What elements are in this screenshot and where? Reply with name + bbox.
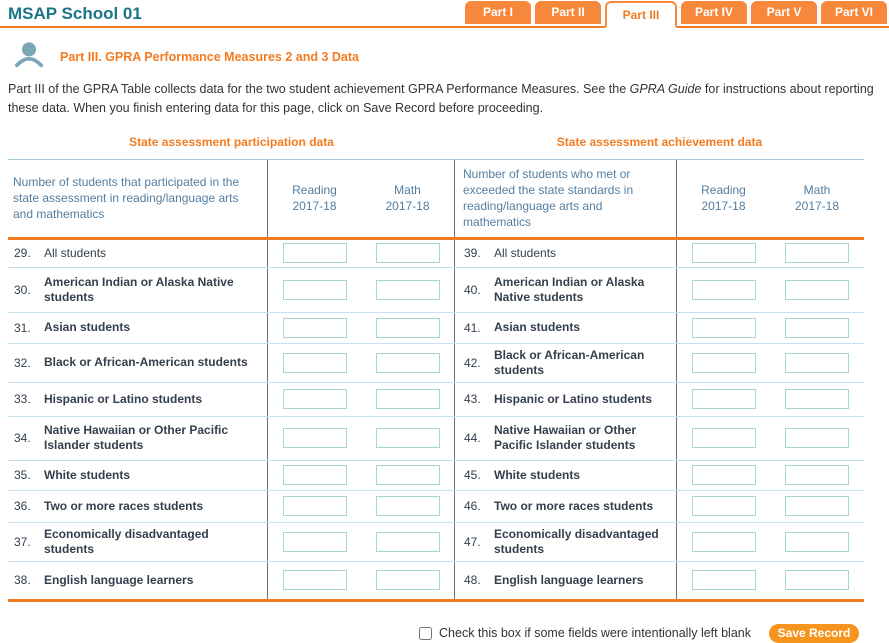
row-number: 35. — [14, 468, 31, 482]
input-38-reading[interactable] — [283, 570, 347, 590]
table-row — [8, 383, 864, 417]
row-number: 36. — [14, 499, 31, 513]
input-47-reading[interactable] — [692, 532, 756, 552]
part-heading — [14, 40, 889, 74]
input-48-math[interactable] — [785, 570, 849, 590]
row-label: Hispanic or Latino students — [44, 391, 203, 406]
blank-fields-checkbox-row — [419, 626, 751, 640]
input-29-reading[interactable] — [283, 243, 347, 263]
input-42-reading[interactable] — [692, 353, 756, 373]
row-label: American Indian or Alaska Native students — [494, 274, 645, 304]
row-number: 41. — [464, 320, 481, 335]
table-row — [8, 461, 864, 491]
input-33-reading[interactable] — [283, 389, 347, 409]
input-36-math[interactable] — [376, 496, 440, 516]
input-47-math[interactable] — [785, 532, 849, 552]
input-30-reading[interactable] — [283, 280, 347, 300]
row-number: 47. — [464, 534, 481, 549]
save-record-button[interactable]: Save Record — [769, 624, 859, 643]
page-title: MSAP School 01 — [8, 4, 142, 23]
person-icon — [14, 40, 44, 75]
table-row — [8, 344, 864, 383]
row-label: Two or more races students — [44, 498, 204, 513]
input-31-reading[interactable] — [283, 318, 347, 338]
input-39-reading[interactable] — [692, 243, 756, 263]
intro-paragraph — [8, 80, 881, 119]
input-35-reading[interactable] — [283, 465, 347, 485]
achievement-description: Number of students who met or exceeded the state standards in reading/language arts and mathematics — [455, 160, 677, 237]
achievement-section-title: State assessment achievement data — [556, 134, 763, 149]
row-number: 37. — [14, 534, 31, 549]
tab-part-3[interactable]: Part III — [605, 1, 677, 28]
row-number: 40. — [464, 282, 481, 297]
row-label: Black or African-American students — [494, 347, 645, 377]
input-29-math[interactable] — [376, 243, 440, 263]
input-43-math[interactable] — [785, 389, 849, 409]
input-41-reading[interactable] — [692, 318, 756, 338]
tab-part-5[interactable]: Part V — [751, 1, 817, 24]
row-label: Black or African-American students — [44, 355, 248, 369]
row-label: All students — [44, 245, 107, 260]
input-37-reading[interactable] — [283, 532, 347, 552]
row-number: 43. — [464, 392, 481, 406]
input-30-math[interactable] — [376, 280, 440, 300]
row-label: White students — [44, 467, 130, 482]
row-label: English language learners — [44, 572, 194, 587]
blank-fields-checkbox-label: Check this box if some fields were intentionally left blank — [439, 626, 751, 640]
tab-part-2[interactable]: Part II — [535, 1, 601, 24]
intro-text-after: for instructions about reporting these data. When you finish entering data for this page, click on Save Record before proceeding. — [8, 82, 874, 116]
participation-description: Number of students that participated in the state assessment in reading/language arts and mathematics — [8, 160, 268, 237]
table-row — [8, 268, 864, 313]
row-number: 32. — [14, 355, 31, 370]
tab-part-4[interactable]: Part IV — [681, 1, 747, 24]
part-heading-text: Part III. GPRA Performance Measures 2 and 3 Data — [60, 50, 359, 64]
row-number: 45. — [464, 468, 481, 482]
participation-reading-header: Reading 2017-18 — [292, 182, 337, 214]
row-number: 30. — [14, 282, 31, 297]
intro-text-before: Part III of the GPRA Table collects data for the two student achievement GPRA Performance Measures. See the — [8, 82, 630, 96]
input-40-math[interactable] — [785, 280, 849, 300]
row-number: 46. — [464, 499, 481, 513]
footer-actions — [0, 624, 859, 643]
input-32-reading[interactable] — [283, 353, 347, 373]
row-label: White students — [494, 467, 580, 482]
row-label: Asian students — [44, 320, 131, 334]
input-44-math[interactable] — [785, 428, 849, 448]
input-45-math[interactable] — [785, 465, 849, 485]
row-label: Hispanic or Latino students — [494, 391, 653, 406]
gpra-data-table — [8, 159, 864, 602]
input-34-reading[interactable] — [283, 428, 347, 448]
table-row — [8, 562, 864, 599]
section-titles — [8, 133, 864, 151]
tab-part-1[interactable]: Part I — [465, 1, 531, 24]
row-number: 42. — [464, 355, 481, 370]
blank-fields-checkbox[interactable] — [419, 627, 432, 640]
top-bar — [0, 0, 889, 28]
input-42-math[interactable] — [785, 353, 849, 373]
table-row — [8, 523, 864, 562]
input-32-math[interactable] — [376, 353, 440, 373]
input-40-reading[interactable] — [692, 280, 756, 300]
row-label: Native Hawaiian or Other Pacific Islander students — [494, 423, 637, 452]
row-number: 31. — [14, 320, 31, 335]
participation-math-header: Math 2017-18 — [361, 160, 455, 237]
gpra-guide-reference: GPRA Guide — [629, 82, 702, 96]
row-label: Native Hawaiian or Other Pacific Islander students — [44, 423, 229, 452]
input-44-reading[interactable] — [692, 428, 756, 448]
input-38-math[interactable] — [376, 570, 440, 590]
input-33-math[interactable] — [376, 389, 440, 409]
input-46-math[interactable] — [785, 496, 849, 516]
row-label: All students — [494, 245, 557, 260]
row-number: 29. — [14, 246, 31, 260]
table-header-row — [8, 160, 864, 240]
input-36-reading[interactable] — [283, 496, 347, 516]
row-number: 38. — [14, 573, 31, 587]
input-31-math[interactable] — [376, 318, 440, 338]
input-48-reading[interactable] — [692, 570, 756, 590]
row-number: 48. — [464, 573, 481, 587]
achievement-math-header: Math 2017-18 — [794, 182, 840, 214]
row-label: Two or more races students — [494, 498, 654, 513]
row-number: 34. — [14, 431, 31, 445]
part-tab-bar — [465, 1, 887, 28]
row-label: Economically disadvantaged students — [494, 526, 659, 556]
achievement-reading-header: Reading 2017-18 — [701, 182, 746, 214]
table-row — [8, 240, 864, 268]
table-row — [8, 491, 864, 523]
input-37-math[interactable] — [376, 532, 440, 552]
input-35-math[interactable] — [376, 465, 440, 485]
row-label: English language learners — [494, 572, 644, 587]
input-46-reading[interactable] — [692, 496, 756, 516]
row-number: 44. — [464, 431, 481, 445]
tab-part-6[interactable]: Part VI — [821, 1, 887, 24]
input-45-reading[interactable] — [692, 465, 756, 485]
input-39-math[interactable] — [785, 243, 849, 263]
table-row — [8, 417, 864, 461]
row-label: American Indian or Alaska Native students — [44, 274, 234, 304]
input-41-math[interactable] — [785, 318, 849, 338]
participation-section-title: State assessment participation data — [129, 134, 334, 149]
row-label: Asian students — [494, 320, 581, 334]
row-number: 39. — [464, 246, 481, 260]
input-34-math[interactable] — [376, 428, 440, 448]
table-row — [8, 313, 864, 344]
row-label: Economically disadvantaged students — [44, 526, 209, 556]
row-number: 33. — [14, 392, 31, 406]
input-43-reading[interactable] — [692, 389, 756, 409]
